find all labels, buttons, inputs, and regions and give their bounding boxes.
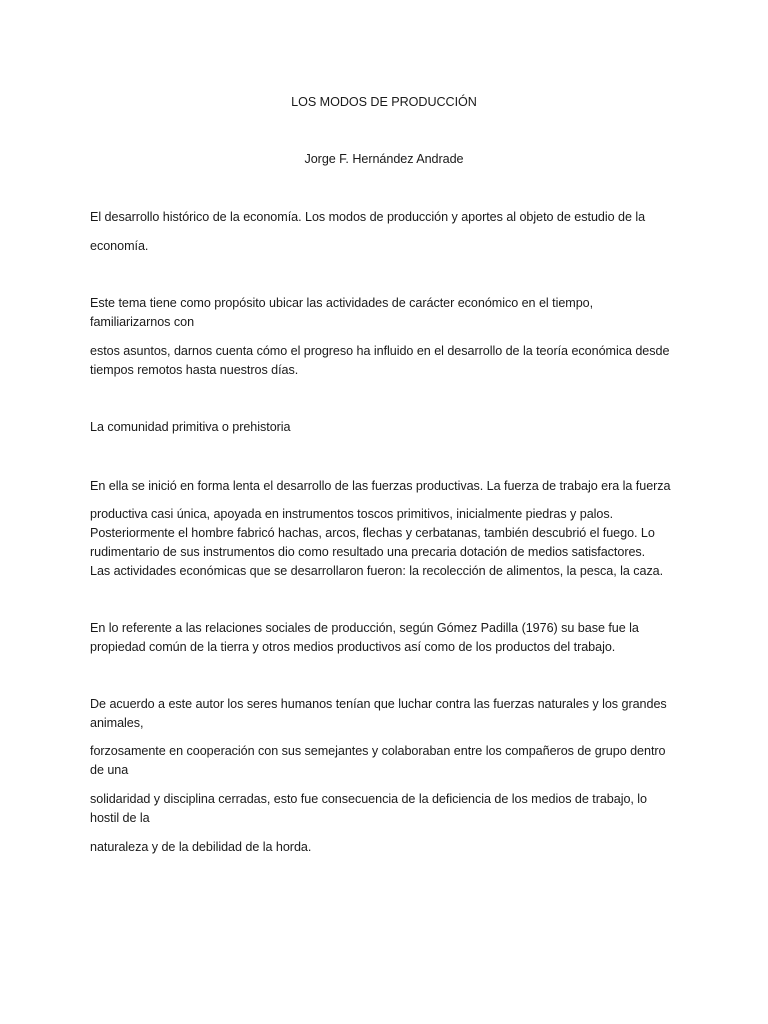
text-line: propiedad común de la tierra y otros medios productivos así como de los productos del trabajo. — [90, 640, 616, 654]
text-line: forzosamente en cooperación con sus semejantes y colaboraban entre los compañeros de grupo dentro — [90, 744, 666, 758]
text-line: economía. — [90, 239, 149, 253]
text-line: Posteriormente el hombre fabricó hachas, arcos, flechas y cerbatanas, también descubrió el fuego. Lo — [90, 526, 655, 540]
text-line: productiva casi única, apoyada en instrumentos toscos primitivos, inicialmente piedras y palos. — [90, 507, 614, 521]
text-line: En ella se inició en forma lenta el desarrollo de las fuerzas productivas. La fuerza de trabajo era la fuerza — [90, 479, 671, 493]
text-line: De acuerdo a este autor los seres humanos tenían que luchar contra las fuerzas naturales y los grandes — [90, 697, 667, 711]
text-line: solidaridad y disciplina cerradas, esto fue consecuencia de la deficiencia de los medios de trabajo, lo — [90, 792, 648, 806]
document-author: Jorge F. Hernández Andrade — [304, 152, 464, 166]
section-heading: La comunidad primitiva o prehistoria — [90, 420, 291, 434]
text-line: de una — [90, 763, 129, 777]
text-line: animales, — [90, 716, 144, 730]
text-line: rudimentario de sus instrumentos dio como resultado una precaria dotación de medios satisfactores. — [90, 545, 646, 559]
text-line: estos asuntos, darnos cuenta cómo el progreso ha influido en el desarrollo de la teoría económica desde — [90, 344, 670, 358]
text-line: En lo referente a las relaciones sociales de producción, según Gómez Padilla (1976) su base fue la — [90, 621, 639, 635]
text-line: naturaleza y de la debilidad de la horda. — [90, 840, 312, 854]
text-line: familiarizarnos con — [90, 315, 195, 329]
text-line: hostil de la — [90, 811, 150, 825]
text-line: Este tema tiene como propósito ubicar las actividades de carácter económico en el tiempo, — [90, 296, 594, 310]
text-line: El desarrollo histórico de la economía. Los modos de producción y aportes al objeto de estudio de la — [90, 210, 646, 224]
text-line: Las actividades económicas que se desarrollaron fueron: la recolección de alimentos, la pesca, la caza. — [90, 564, 664, 578]
text-line: tiempos remotos hasta nuestros días. — [90, 363, 299, 377]
document-title: LOS MODOS DE PRODUCCIÓN — [291, 95, 477, 109]
